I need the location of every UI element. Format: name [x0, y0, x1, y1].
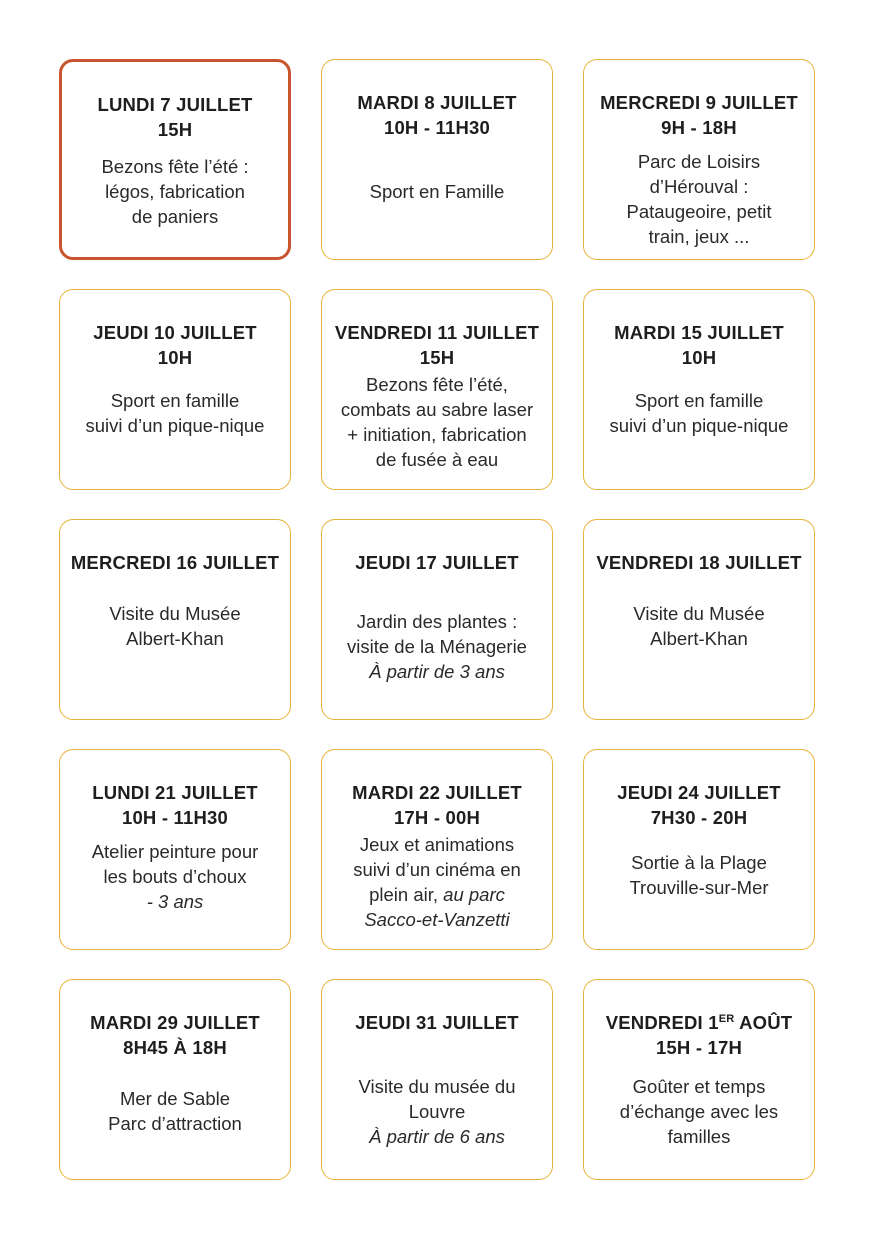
event-header [322, 1010, 552, 1035]
age-note: À partir de 3 ans [369, 661, 505, 682]
event-day: MARDI 22 JUILLET [352, 782, 522, 803]
description-line: Jeux et animations [359, 834, 515, 855]
description-line: suivi d’un pique-nique [609, 415, 789, 436]
event-card[interactable] [59, 519, 291, 720]
event-card[interactable] [321, 59, 553, 260]
event-day: MARDI 15 JUILLET [614, 322, 784, 343]
event-header [584, 550, 814, 575]
event-card[interactable] [59, 289, 291, 490]
event-time: 17H - 00H [393, 807, 481, 828]
event-time: 9H - 18H [661, 117, 737, 138]
event-day-prefix: VENDREDI 1 [605, 1012, 719, 1033]
event-description [68, 601, 282, 651]
description-line: Jardin des plantes : [356, 611, 518, 632]
event-day: VENDREDI 18 JUILLET [596, 552, 802, 573]
event-time: 15H [419, 347, 455, 368]
description-line: Louvre [408, 1101, 466, 1122]
event-header [60, 320, 290, 370]
event-header [62, 92, 288, 142]
event-header [60, 550, 290, 575]
event-day-suffix: AOÛT [734, 1012, 793, 1033]
event-description [324, 372, 550, 472]
description-line: les bouts d’choux [103, 866, 247, 887]
event-card[interactable] [59, 59, 291, 260]
event-day: MERCREDI 9 JUILLET [600, 92, 798, 113]
description-line: Visite du Musée [109, 603, 241, 624]
event-day: VENDREDI 11 JUILLET [334, 322, 540, 343]
event-header [584, 1010, 814, 1060]
description-line: Sport en famille [110, 390, 240, 411]
event-card[interactable] [321, 979, 553, 1180]
location-note: Sacco-et-Vanzetti [364, 909, 510, 930]
event-card[interactable] [583, 59, 815, 260]
description-line: Sortie à la Plage [631, 852, 767, 873]
event-description [68, 1086, 282, 1136]
description-line: Visite du Musée [633, 603, 765, 624]
description-line: Bezons fête l’été : [101, 156, 249, 177]
description-line: de fusée à eau [375, 449, 499, 470]
description-line: Parc de Loisirs [637, 151, 761, 172]
event-description [68, 839, 282, 914]
event-time: 10H - 11H30 [121, 807, 229, 828]
event-card[interactable] [59, 979, 291, 1180]
event-header [584, 90, 814, 140]
event-time: 10H [681, 347, 717, 368]
event-header [322, 550, 552, 575]
event-description [592, 850, 806, 900]
event-description [68, 388, 282, 438]
event-day: JEUDI 31 JUILLET [355, 1012, 519, 1033]
description-line: Trouville-sur-Mer [629, 877, 769, 898]
events-grid [59, 59, 815, 1180]
event-day: LUNDI 21 JUILLET [92, 782, 258, 803]
description-line: d’Hérouval : [649, 176, 749, 197]
event-card[interactable] [583, 749, 815, 950]
event-description [70, 154, 280, 229]
description-line: visite de la Ménagerie [347, 636, 527, 657]
description-line: de paniers [131, 206, 219, 227]
event-card[interactable] [583, 979, 815, 1180]
event-card[interactable] [583, 289, 815, 490]
description-line: Bezons fête l’été, [366, 374, 508, 395]
description-line: combats au sabre laser [340, 399, 534, 420]
location-note: au parc [438, 884, 505, 905]
event-header [322, 90, 552, 140]
description-line: Albert-Khan [126, 628, 224, 649]
event-day: JEUDI 24 JUILLET [617, 782, 781, 803]
description-line: Sport en famille [634, 390, 764, 411]
event-time: 10H [157, 347, 193, 368]
event-header [60, 1010, 290, 1060]
description-line: train, jeux ... [648, 226, 750, 247]
event-day: JEUDI 17 JUILLET [355, 552, 519, 573]
event-card[interactable] [59, 749, 291, 950]
description-line: + initiation, fabrication [347, 424, 527, 445]
event-day [606, 1012, 793, 1033]
event-time: 15H [157, 119, 193, 140]
event-header [322, 780, 552, 830]
age-note: À partir de 6 ans [369, 1126, 505, 1147]
event-day: JEUDI 10 JUILLET [93, 322, 257, 343]
ordinal-superscript: ER [718, 1013, 735, 1025]
description-line: d’échange avec les [619, 1101, 779, 1122]
description-line: suivi d’un cinéma en [353, 859, 521, 880]
event-description [330, 179, 544, 204]
age-note: - 3 ans [146, 891, 204, 912]
event-description [330, 1074, 544, 1149]
event-header [584, 780, 814, 830]
event-header [60, 780, 290, 830]
description-line: Goûter et temps [632, 1076, 766, 1097]
description-line: Atelier peinture pour [91, 841, 259, 862]
event-day: MARDI 8 JUILLET [357, 92, 517, 113]
event-day: MERCREDI 16 JUILLET [70, 552, 280, 573]
description-line: Albert-Khan [650, 628, 748, 649]
event-header [322, 320, 552, 370]
event-description [330, 609, 544, 684]
event-description [592, 149, 806, 249]
description-line: légos, fabrication [105, 181, 245, 202]
description-line: Parc d’attraction [108, 1113, 242, 1134]
description-line: Visite du musée du [358, 1076, 516, 1097]
description-line: suivi d’un pique-nique [85, 415, 265, 436]
event-time: 10H - 11H30 [383, 117, 491, 138]
event-time: 7H30 - 20H [650, 807, 748, 828]
event-card[interactable] [321, 749, 553, 950]
description-line: Mer de Sable [119, 1088, 231, 1109]
event-card[interactable] [321, 519, 553, 720]
description-line: Pataugeoire, petit [626, 201, 772, 222]
event-description [592, 601, 806, 651]
event-day: LUNDI 7 JUILLET [97, 94, 253, 115]
event-time: 8H45 À 18H [123, 1037, 227, 1058]
event-description [592, 388, 806, 438]
event-description [592, 1074, 806, 1149]
event-time: 15H - 17H [655, 1037, 743, 1058]
description-line: plein air, [369, 884, 439, 905]
description-line: Sport en Famille [369, 181, 505, 202]
event-day: MARDI 29 JUILLET [90, 1012, 260, 1033]
description-line: familles [667, 1126, 731, 1147]
event-card[interactable] [583, 519, 815, 720]
event-description [330, 832, 544, 932]
event-card[interactable] [321, 289, 553, 490]
event-header [584, 320, 814, 370]
